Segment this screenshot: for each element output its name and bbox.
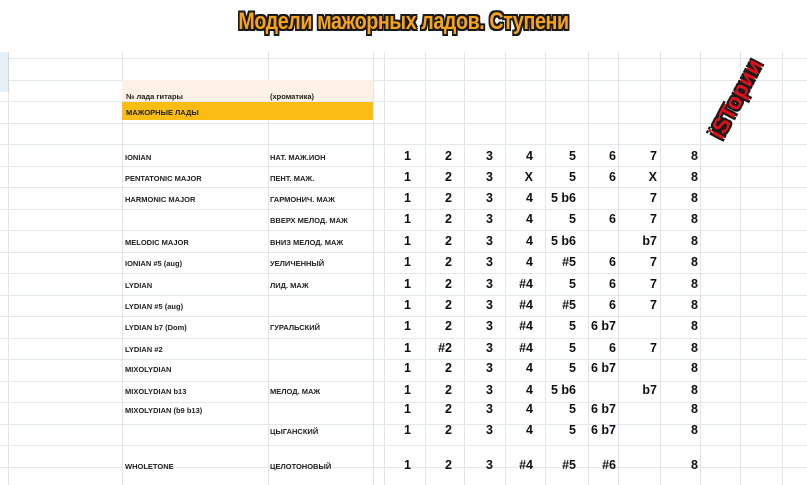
scale-degree: 5 bbox=[569, 319, 576, 333]
scale-degree: 3 bbox=[486, 458, 493, 472]
scale-degree: 2 bbox=[445, 319, 452, 333]
mode-name: MIXOLYDIAN b13 bbox=[125, 387, 187, 396]
scale-degree: 8 bbox=[691, 255, 698, 269]
grid-row-line bbox=[0, 338, 807, 339]
page-title: Модели мажорных ладов. Ступени bbox=[238, 8, 569, 35]
table-row bbox=[0, 361, 807, 379]
scale-degree: 8 bbox=[691, 458, 698, 472]
scale-degree: 8 bbox=[691, 341, 698, 355]
scale-degree: 3 bbox=[486, 341, 493, 355]
scale-degree: 4 bbox=[526, 423, 533, 437]
grid-row-line bbox=[0, 359, 807, 360]
mode-name: IONIAN #5 (aug) bbox=[125, 259, 183, 268]
section-label: МАЖОРНЫЕ ЛАДЫ bbox=[126, 108, 199, 117]
scale-degree: 2 bbox=[445, 383, 452, 397]
scale-degree: 5 b6 bbox=[550, 234, 576, 248]
scale-degree: 5 bbox=[569, 149, 576, 163]
scale-degree: 6 bbox=[609, 170, 616, 184]
scale-degree: 3 bbox=[486, 255, 493, 269]
scale-degree: #5 bbox=[562, 255, 576, 269]
brand-logo bbox=[686, 54, 786, 143]
scale-degree: 1 bbox=[404, 277, 411, 291]
table-row bbox=[0, 149, 807, 167]
table-row bbox=[0, 423, 807, 441]
scale-degree: 6 b7 bbox=[590, 361, 616, 375]
table-row bbox=[0, 341, 807, 359]
scale-degree: 6 bbox=[609, 341, 616, 355]
scale-degree: 4 bbox=[526, 191, 533, 205]
scale-degree: 4 bbox=[526, 212, 533, 226]
brand-logo-text: iSTopии bbox=[704, 54, 767, 143]
scale-degree: 2 bbox=[445, 277, 452, 291]
scale-degree: 3 bbox=[486, 191, 493, 205]
scale-degree: 6 b7 bbox=[590, 423, 616, 437]
table-row bbox=[0, 170, 807, 188]
grid-row-line bbox=[0, 295, 807, 296]
scale-degree: 7 bbox=[650, 277, 657, 291]
scale-degree: 6 bbox=[609, 255, 616, 269]
mode-name: MIXOLYDIAN (b9 b13) bbox=[125, 406, 203, 415]
mode-name: LYDIAN #2 bbox=[125, 345, 163, 354]
table-row bbox=[0, 255, 807, 273]
scale-degree: 8 bbox=[691, 361, 698, 375]
scale-degree: 1 bbox=[404, 149, 411, 163]
table-row bbox=[0, 212, 807, 230]
scale-degree: 6 bbox=[609, 212, 616, 226]
scale-degree: 7 bbox=[650, 212, 657, 226]
scale-degree: #6 bbox=[602, 458, 616, 472]
mode-russian-name: УЕЛИЧЕННЫЙ bbox=[270, 259, 325, 268]
scale-degree: 3 bbox=[486, 319, 493, 333]
scale-degree: 2 bbox=[445, 212, 452, 226]
scale-degree: 4 bbox=[526, 255, 533, 269]
scale-degree: 3 bbox=[486, 423, 493, 437]
scale-degree: 8 bbox=[691, 170, 698, 184]
mode-name: LYDIAN bbox=[125, 281, 153, 290]
scale-degree: 5 bbox=[569, 212, 576, 226]
scale-degree: 1 bbox=[404, 170, 411, 184]
scale-degree: 1 bbox=[404, 341, 411, 355]
scale-degree: 5 bbox=[569, 170, 576, 184]
scale-degree: 5 bbox=[569, 361, 576, 375]
scale-degree: #2 bbox=[438, 341, 452, 355]
grid-row-line bbox=[0, 316, 807, 317]
scale-degree: 4 bbox=[526, 361, 533, 375]
mode-name: IONIAN bbox=[125, 153, 152, 162]
scale-degree: 8 bbox=[691, 298, 698, 312]
mode-russian-name: ЛИД. МАЖ bbox=[270, 281, 309, 290]
scale-degree: 1 bbox=[404, 458, 411, 472]
scale-degree: 3 bbox=[486, 212, 493, 226]
table-row bbox=[0, 234, 807, 252]
scale-degree: 7 bbox=[650, 191, 657, 205]
scale-degree: 6 b7 bbox=[590, 402, 616, 416]
scale-degree: b7 bbox=[642, 234, 657, 248]
scale-degree: 3 bbox=[486, 402, 493, 416]
scale-degree: 4 bbox=[526, 234, 533, 248]
table-row bbox=[0, 458, 807, 476]
scale-degree: 8 bbox=[691, 423, 698, 437]
scale-degree: #4 bbox=[519, 277, 533, 291]
grid-row-line bbox=[0, 381, 807, 382]
scale-degree: 8 bbox=[691, 319, 698, 333]
scale-degree: 4 bbox=[526, 149, 533, 163]
scale-degree: #5 bbox=[562, 298, 576, 312]
sheet-edge bbox=[0, 52, 9, 92]
scale-degree: 2 bbox=[445, 361, 452, 375]
table-row bbox=[0, 277, 807, 295]
scale-degree: 5 bbox=[569, 402, 576, 416]
scale-degree: 6 bbox=[609, 149, 616, 163]
scale-degree: 2 bbox=[445, 191, 452, 205]
scale-degree: 8 bbox=[691, 191, 698, 205]
scale-degree: 3 bbox=[486, 170, 493, 184]
table-row bbox=[0, 298, 807, 316]
scale-degree: 1 bbox=[404, 361, 411, 375]
scale-degree: 1 bbox=[404, 319, 411, 333]
scale-degree: X bbox=[648, 170, 657, 184]
header-chromatic-column: (хроматика) bbox=[270, 92, 315, 101]
mode-name: LYDIAN b7 (Dom) bbox=[125, 323, 187, 332]
scale-degree: 1 bbox=[404, 298, 411, 312]
scale-degree: b7 bbox=[642, 383, 657, 397]
mode-russian-name: ПЕНТ. МАЖ. bbox=[270, 174, 315, 183]
scale-degree: 5 bbox=[569, 423, 576, 437]
mode-russian-name: НАТ. МАЖ.ИОН bbox=[270, 153, 326, 162]
scale-degree: 8 bbox=[691, 277, 698, 291]
scale-degree: 2 bbox=[445, 458, 452, 472]
scale-degree: X bbox=[524, 170, 533, 184]
scale-degree: 6 b7 bbox=[590, 319, 616, 333]
mode-russian-name: МЕЛОД. МАЖ bbox=[270, 387, 321, 396]
scale-degree: 1 bbox=[404, 383, 411, 397]
scale-degree: 8 bbox=[691, 212, 698, 226]
mode-name: PENTATONIC MAJOR bbox=[125, 174, 202, 183]
mode-name: MIXOLYDIAN bbox=[125, 365, 172, 374]
scale-degree: 1 bbox=[404, 212, 411, 226]
scale-degree: 5 b6 bbox=[550, 191, 576, 205]
grid-row-line bbox=[0, 273, 807, 274]
scale-degree: 7 bbox=[650, 255, 657, 269]
grid-row-line bbox=[0, 144, 807, 145]
scale-degree: 3 bbox=[486, 298, 493, 312]
scale-degree: 8 bbox=[691, 383, 698, 397]
scale-degree: 6 bbox=[609, 277, 616, 291]
scale-degree: 8 bbox=[691, 402, 698, 416]
scale-degree: 2 bbox=[445, 149, 452, 163]
scale-degree: 5 bbox=[569, 341, 576, 355]
grid-row-line bbox=[0, 445, 807, 446]
scale-degree: 3 bbox=[486, 383, 493, 397]
scale-degree: 1 bbox=[404, 255, 411, 269]
scale-degree: 3 bbox=[486, 234, 493, 248]
grid-row-line bbox=[0, 252, 807, 253]
scale-degree: 1 bbox=[404, 402, 411, 416]
scale-degree: 7 bbox=[650, 298, 657, 312]
scale-degree: 5 bbox=[569, 277, 576, 291]
scale-degree: 2 bbox=[445, 170, 452, 184]
mode-name: WHOLETONE bbox=[125, 462, 174, 471]
scale-degree: 7 bbox=[650, 341, 657, 355]
scale-degree: 4 bbox=[526, 402, 533, 416]
scale-degree: 7 bbox=[650, 149, 657, 163]
scale-degree: 1 bbox=[404, 191, 411, 205]
scale-degree: 2 bbox=[445, 234, 452, 248]
grid-row-line bbox=[0, 230, 807, 231]
table-row bbox=[0, 191, 807, 209]
mode-name: MELODIC MAJOR bbox=[125, 238, 189, 247]
mode-russian-name: ВВЕРХ МЕЛОД. МАЖ bbox=[270, 216, 348, 225]
mode-russian-name: ГУРАЛЬСКИЙ bbox=[270, 323, 321, 332]
scale-degree: #4 bbox=[519, 298, 533, 312]
scale-degree: 6 bbox=[609, 298, 616, 312]
scale-degree: 2 bbox=[445, 423, 452, 437]
header-mode-column: № лада гитары bbox=[126, 92, 183, 101]
mode-russian-name: ЦЕЛОТОНОВЫЙ bbox=[270, 462, 332, 471]
table-row bbox=[0, 383, 807, 401]
table-row bbox=[0, 402, 807, 420]
grid-row-line bbox=[0, 209, 807, 210]
scale-degree: 8 bbox=[691, 234, 698, 248]
mode-russian-name: ЦЫГАНСКИЙ bbox=[270, 427, 319, 436]
scale-degree: 8 bbox=[691, 149, 698, 163]
scale-degree: #5 bbox=[562, 458, 576, 472]
scale-degree: 3 bbox=[486, 361, 493, 375]
scale-degree: 2 bbox=[445, 402, 452, 416]
scale-degree: 5 b6 bbox=[550, 383, 576, 397]
table-row bbox=[0, 319, 807, 337]
scale-degree: #4 bbox=[519, 341, 533, 355]
mode-russian-name: ГАРМОНИЧ. МАЖ bbox=[270, 195, 335, 204]
mode-russian-name: ВНИЗ МЕЛОД. МАЖ bbox=[270, 238, 344, 247]
scale-degree: 1 bbox=[404, 423, 411, 437]
scale-degree: 2 bbox=[445, 298, 452, 312]
scale-degree: 3 bbox=[486, 149, 493, 163]
scale-degree: 1 bbox=[404, 234, 411, 248]
scale-degree: 2 bbox=[445, 255, 452, 269]
mode-name: LYDIAN #5 (aug) bbox=[125, 302, 184, 311]
scale-degree: 3 bbox=[486, 277, 493, 291]
scale-degree: #4 bbox=[519, 319, 533, 333]
scale-degree: #4 bbox=[519, 458, 533, 472]
scale-degree: 4 bbox=[526, 383, 533, 397]
mode-name: HARMONIC MAJOR bbox=[125, 195, 196, 204]
